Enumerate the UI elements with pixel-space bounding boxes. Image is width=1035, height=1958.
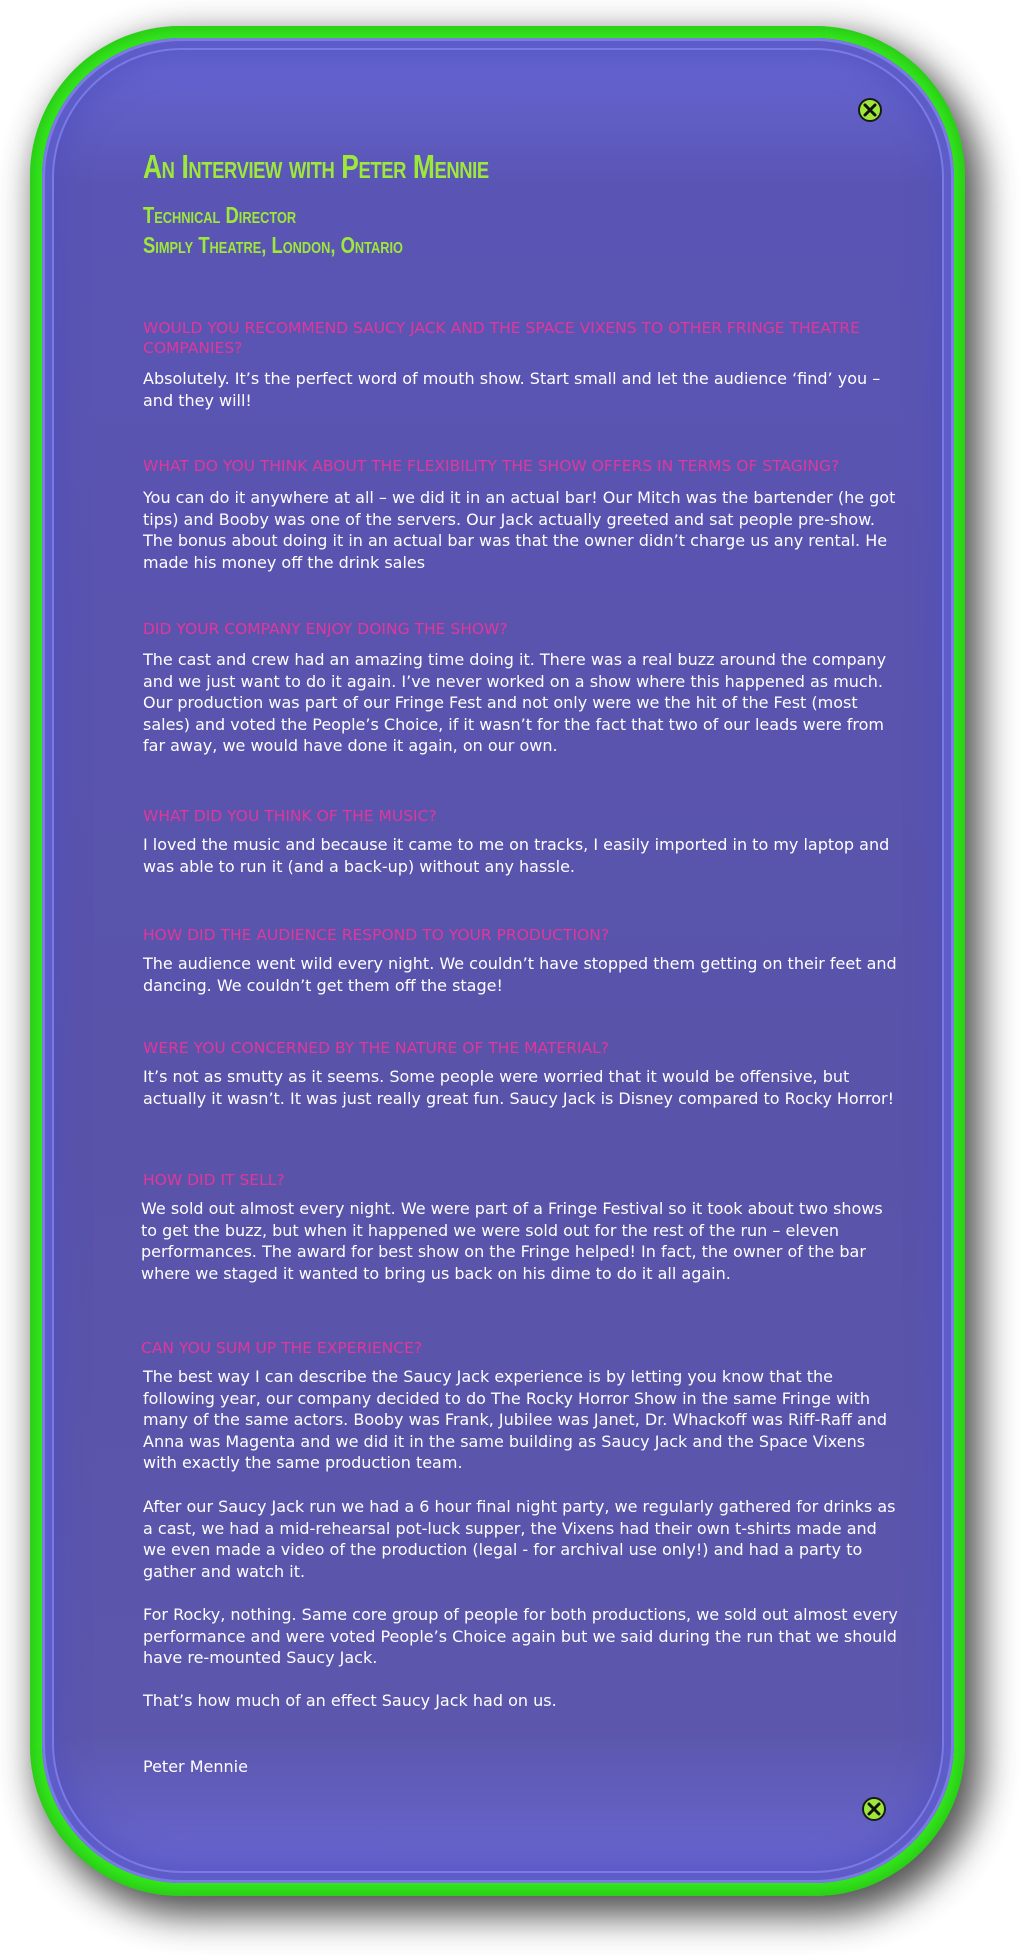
answer-text: The audience went wild every night. We couldn’t have stopped them getting on their feet and dancing. We couldn’t get them off the stage! (143, 954, 897, 995)
close-button-top[interactable] (858, 98, 882, 122)
question-heading: WERE YOU CONCERNED BY THE NATURE OF THE MATERIAL? (143, 1039, 610, 1057)
answer-text: You can do it anywhere at all – we did it in an actual bar! Our Mitch was the bartender (he got tips) and Booby was one of the servers. Our Jack actually greeted and sat people pre-show. The bonus about doing it in an actual bar was that the owner didn’t charge us any rental. He made his money off the drink sales (143, 488, 896, 572)
subtitle-role: Technical Director (143, 202, 297, 228)
answer-text: It’s not as smutty as it seems. Some people were worried that it would be offensive, but actually it wasn’t. It was just really great fun. Saucy Jack is Disney compared to Rocky Horror! (143, 1067, 895, 1108)
answer-text: Absolutely. It’s the perfect word of mouth show. Start small and let the audience ‘find’ you – and they will! (143, 369, 881, 410)
question-heading: WHAT DID YOU THINK OF THE MUSIC? (143, 807, 437, 825)
question-heading: CAN YOU SUM UP THE EXPERIENCE? (141, 1339, 423, 1357)
question-heading: HOW DID THE AUDIENCE RESPOND TO YOUR PRODUCTION? (143, 926, 610, 944)
answer-paragraph: For Rocky, nothing. Same core group of people for both productions, we sold out almost every performance and were voted People’s Choice again but we said during the run that we should have re-mounted Saucy Jack. (143, 1605, 898, 1667)
question-heading: WOULD YOU RECOMMEND SAUCY JACK AND THE SPACE VIXENS TO OTHER FRINGE THEATRE COMPANIES? (143, 319, 860, 357)
page-title: An Interview with Peter Mennie (143, 148, 489, 185)
answer-text: The best way I can describe the Saucy Jack experience is by letting you know that the following year, our company decided to do The Rocky Horror Show in the same Fringe with many of the same actors. Booby was Frank, Jubilee was Janet, Dr. Whackoff was Riff-Raff and Anna was Magenta and we did it in the same building as Saucy Jack and the Space Vixens with exactly the same production team. (143, 1367, 888, 1472)
answer-paragraph: After our Saucy Jack run we had a 6 hour final night party, we regularly gathered for drinks as a cast, we had a mid-rehearsal pot-luck supper, the Vixens had their own t-shirts made and we even made a video of the production (legal - for archival use only!) and had a party to gather and watch it. (143, 1497, 896, 1581)
answer-text: The cast and crew had an amazing time doing it. There was a real buzz around the company and we just want to do it again. I’ve never worked on a show where this happened as much. Our production was part of our Fringe Fest and not only were we the hit of the Fest (most sales) and voted the People’s Choice, if it wasn’t for the fact that two of our leads were from far away, we would have done it again, on our own. (143, 650, 887, 755)
question-heading: HOW DID IT SELL? (143, 1171, 285, 1189)
close-icon (862, 102, 878, 118)
answer-paragraph: That’s how much of an effect Saucy Jack had on us. (143, 1691, 557, 1710)
subtitle-organization: Simply Theatre, London, Ontario (143, 232, 403, 258)
question-heading: WHAT DO YOU THINK ABOUT THE FLEXIBILITY THE SHOW OFFERS IN TERMS OF STAGING? (143, 457, 840, 475)
answer-text: I loved the music and because it came to me on tracks, I easily imported in to my laptop and was able to run it (and a back-up) without any hassle. (143, 835, 890, 876)
signature: Peter Mennie (143, 1757, 248, 1776)
answer-text: We sold out almost every night. We were part of a Fringe Festival so it took about two shows to get the buzz, but when it happened we were sold out for the rest of the run – eleven performances. The award for best show on the Fringe helped! In fact, the owner of the bar where we staged it wanted to bring us back on his dime to do it all again. (141, 1199, 883, 1283)
close-button-bottom[interactable] (862, 1797, 886, 1821)
question-heading: DID YOUR COMPANY ENJOY DOING THE SHOW? (143, 620, 508, 638)
close-icon (866, 1801, 882, 1817)
